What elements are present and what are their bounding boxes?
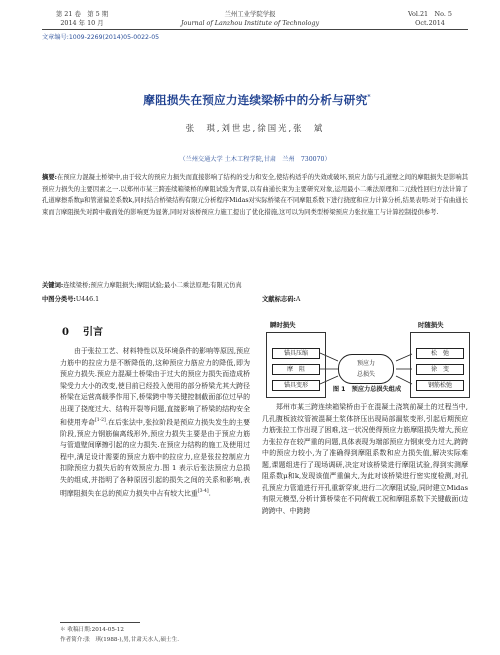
- authors: 张 琪,刘世忠,徐国光,张 斌: [185, 123, 325, 133]
- paper-title-text: 摩阻损失在预应力连续梁桥中的分析与研究: [143, 93, 368, 107]
- background-paragraph: 郑州市某三跨连续箱梁桥由于在混凝土浇筑前凝土的过程当中,几孔腹板波纹管被混凝土浆体挤压出现局部漏浆变形,引起后期预应力筋张拉工作出现了困难,这一状况使得预应力筋摩阻损失增大,预应力张拉存在较严重的问题,具体表现为端部预应力钢束受力过大,跨跨中的预应力较小,为了准确得到摩阻系数和应力损失值,解决实际难题,课题组进行了现场调研,决定对该桥梁进行摩阻试验,得到实测摩阻系数μ和k,发现该值严重偏大,为此对该桥梁进行密实度检测,对孔孔预应力管道进行开孔重新穿束,进行二次摩阻试验,同时建立Midas有限元模型,分析计算桥梁在不同荷载工况和摩阻系数下关键截面(边跨跨中、中跨跨: [262, 403, 468, 515]
- total-loss-line1: 预应力: [356, 360, 375, 367]
- abstract: [42, 172, 468, 218]
- citation-1-2[interactable]: [1-2]: [94, 418, 106, 423]
- article-number: 文章编号:1009-2269(2014)05-0022-05: [42, 34, 160, 41]
- affiliation: （兰州交通大学 土木工程学院,甘肃 兰州 730070）: [179, 156, 331, 163]
- footnote-author: 作者简介:张 琪(1988-),男,甘肃天水人,硕士生.: [60, 637, 179, 643]
- footnote-rule: [60, 622, 140, 623]
- footnote-received: ＊ 收稿日期:2014-05-12: [60, 627, 124, 633]
- clc-value: U446.1: [75, 296, 100, 303]
- keywords-label: 关键词:: [42, 282, 64, 289]
- abstract-label: 摘要:: [42, 174, 57, 181]
- section-heading: [62, 323, 103, 338]
- header-rule: [42, 29, 468, 30]
- intro-text-3: .: [208, 489, 211, 498]
- doc-code-value: A: [295, 296, 301, 303]
- box-steel-relaxation: 钢筋松弛: [416, 380, 464, 391]
- box-shrinkage: 徐 变: [416, 364, 464, 375]
- header-journal-cn: 兰州工业学院学报: [224, 10, 276, 18]
- box-relaxation: 松 弛: [416, 348, 464, 359]
- box-anchor-compression: 锚具压缩: [272, 348, 320, 359]
- instant-loss-label: 瞬时损失: [270, 321, 296, 329]
- time-loss-label: 时随损失: [418, 321, 444, 329]
- left-column: [60, 346, 250, 500]
- right-column: [262, 402, 468, 517]
- intro-text-2: .在后张法中,张拉阶段是预应力损失发生的主要阶段,预应力钢筋偏离线形外,预应力损失主要是由于预应力筋与管道壁间摩擦引起的应力损失.在预应力结构的施工及使用过程中,满足设计需要的预应力筋中的拉应力,应是张拉控制应力扣除预应力损失后的有效预应力.图 1 表示后张法预应力总损失的组成,并指明了各种原因引起的损失之间的关系和影响,表明摩阻损失在总的预应力损失中占有较大比重: [60, 418, 250, 498]
- total-loss-line2: 总损失: [356, 371, 375, 378]
- section-number: 0: [62, 327, 69, 338]
- header-date: 2014 年 10 月: [60, 19, 104, 27]
- box-friction: 摩 阻: [272, 364, 320, 375]
- keywords: [42, 281, 468, 291]
- intro-text-1: 由于张拉工艺、材料特性以及环境条件的影响等原因,预应力筋中的拉应力是不断降低的,这种预应力筋应力的降低,即为预应力损失.预应力混凝土桥梁由于过大的预应力损失而造成桥梁受力大小的改变,使目前已经投入使用的部分桥梁尤其大跨径桥梁在运营高载季作用下,桥梁跨中等关键控制截面部位过早的出现了挠度过大、结构开裂等问题,直接影响了桥梁的结构安全和使用寿命: [60, 347, 250, 427]
- document-code: [262, 294, 300, 303]
- header-volume: 第 21 卷 第 5 期: [55, 10, 109, 18]
- intro-paragraph: [60, 346, 250, 500]
- clc-label: 中图分类号:: [42, 296, 76, 303]
- abstract-text: 在预应力混凝土桥梁中,由于较大的预应力损失而直接影响了结构的受力和安全,使结构适乎的失效或破坏,预应力筋与孔道壁之间的摩阻损失是影响其预应力损失的主要因素之一.以郑州市某三跨连续箱梁桥的摩阻试验为背景,以有曲通长束为主要研究对象,运用最小二乘法原理和二元线性回归方法计算了孔道摩擦系数μ和管道偏差系数k,同时结合桥梁结构有限元分析程序Midas对实际桥梁在不同摩阻系数下进行挠度和应力计算分析,结果表明:对于有曲通长束而言摩阻损失对跨中截面处的影响更为显著,同时对该桥预应力施工提出了优化措施,这可以为同类型桥梁预应力张拉施工与计算控制提供参考.: [42, 174, 468, 216]
- clc-number: [42, 294, 99, 303]
- header-vol-no: Vol.21 No. 5: [408, 10, 452, 18]
- header-oct: Oct.2014: [415, 19, 445, 27]
- section-title: 引言: [82, 327, 103, 338]
- keywords-text: 连续梁桥;预应力摩阻损失;摩阻试验;最小二乘法原理;有限元仿真: [63, 282, 242, 289]
- title-footnote-mark: *: [367, 94, 371, 102]
- citation-3-4[interactable]: [3-4]: [197, 489, 209, 495]
- figure-caption: 图 1 预应力总损失组成: [332, 386, 402, 393]
- box-total-loss: [338, 354, 394, 384]
- box-anchor-deformation: 锚具变形: [272, 380, 320, 391]
- header-journal-en: Journal of Lanzhou Institute of Technology: [180, 19, 320, 27]
- doc-code-label: 文献标志码:: [262, 296, 296, 303]
- paper-title: [42, 92, 472, 108]
